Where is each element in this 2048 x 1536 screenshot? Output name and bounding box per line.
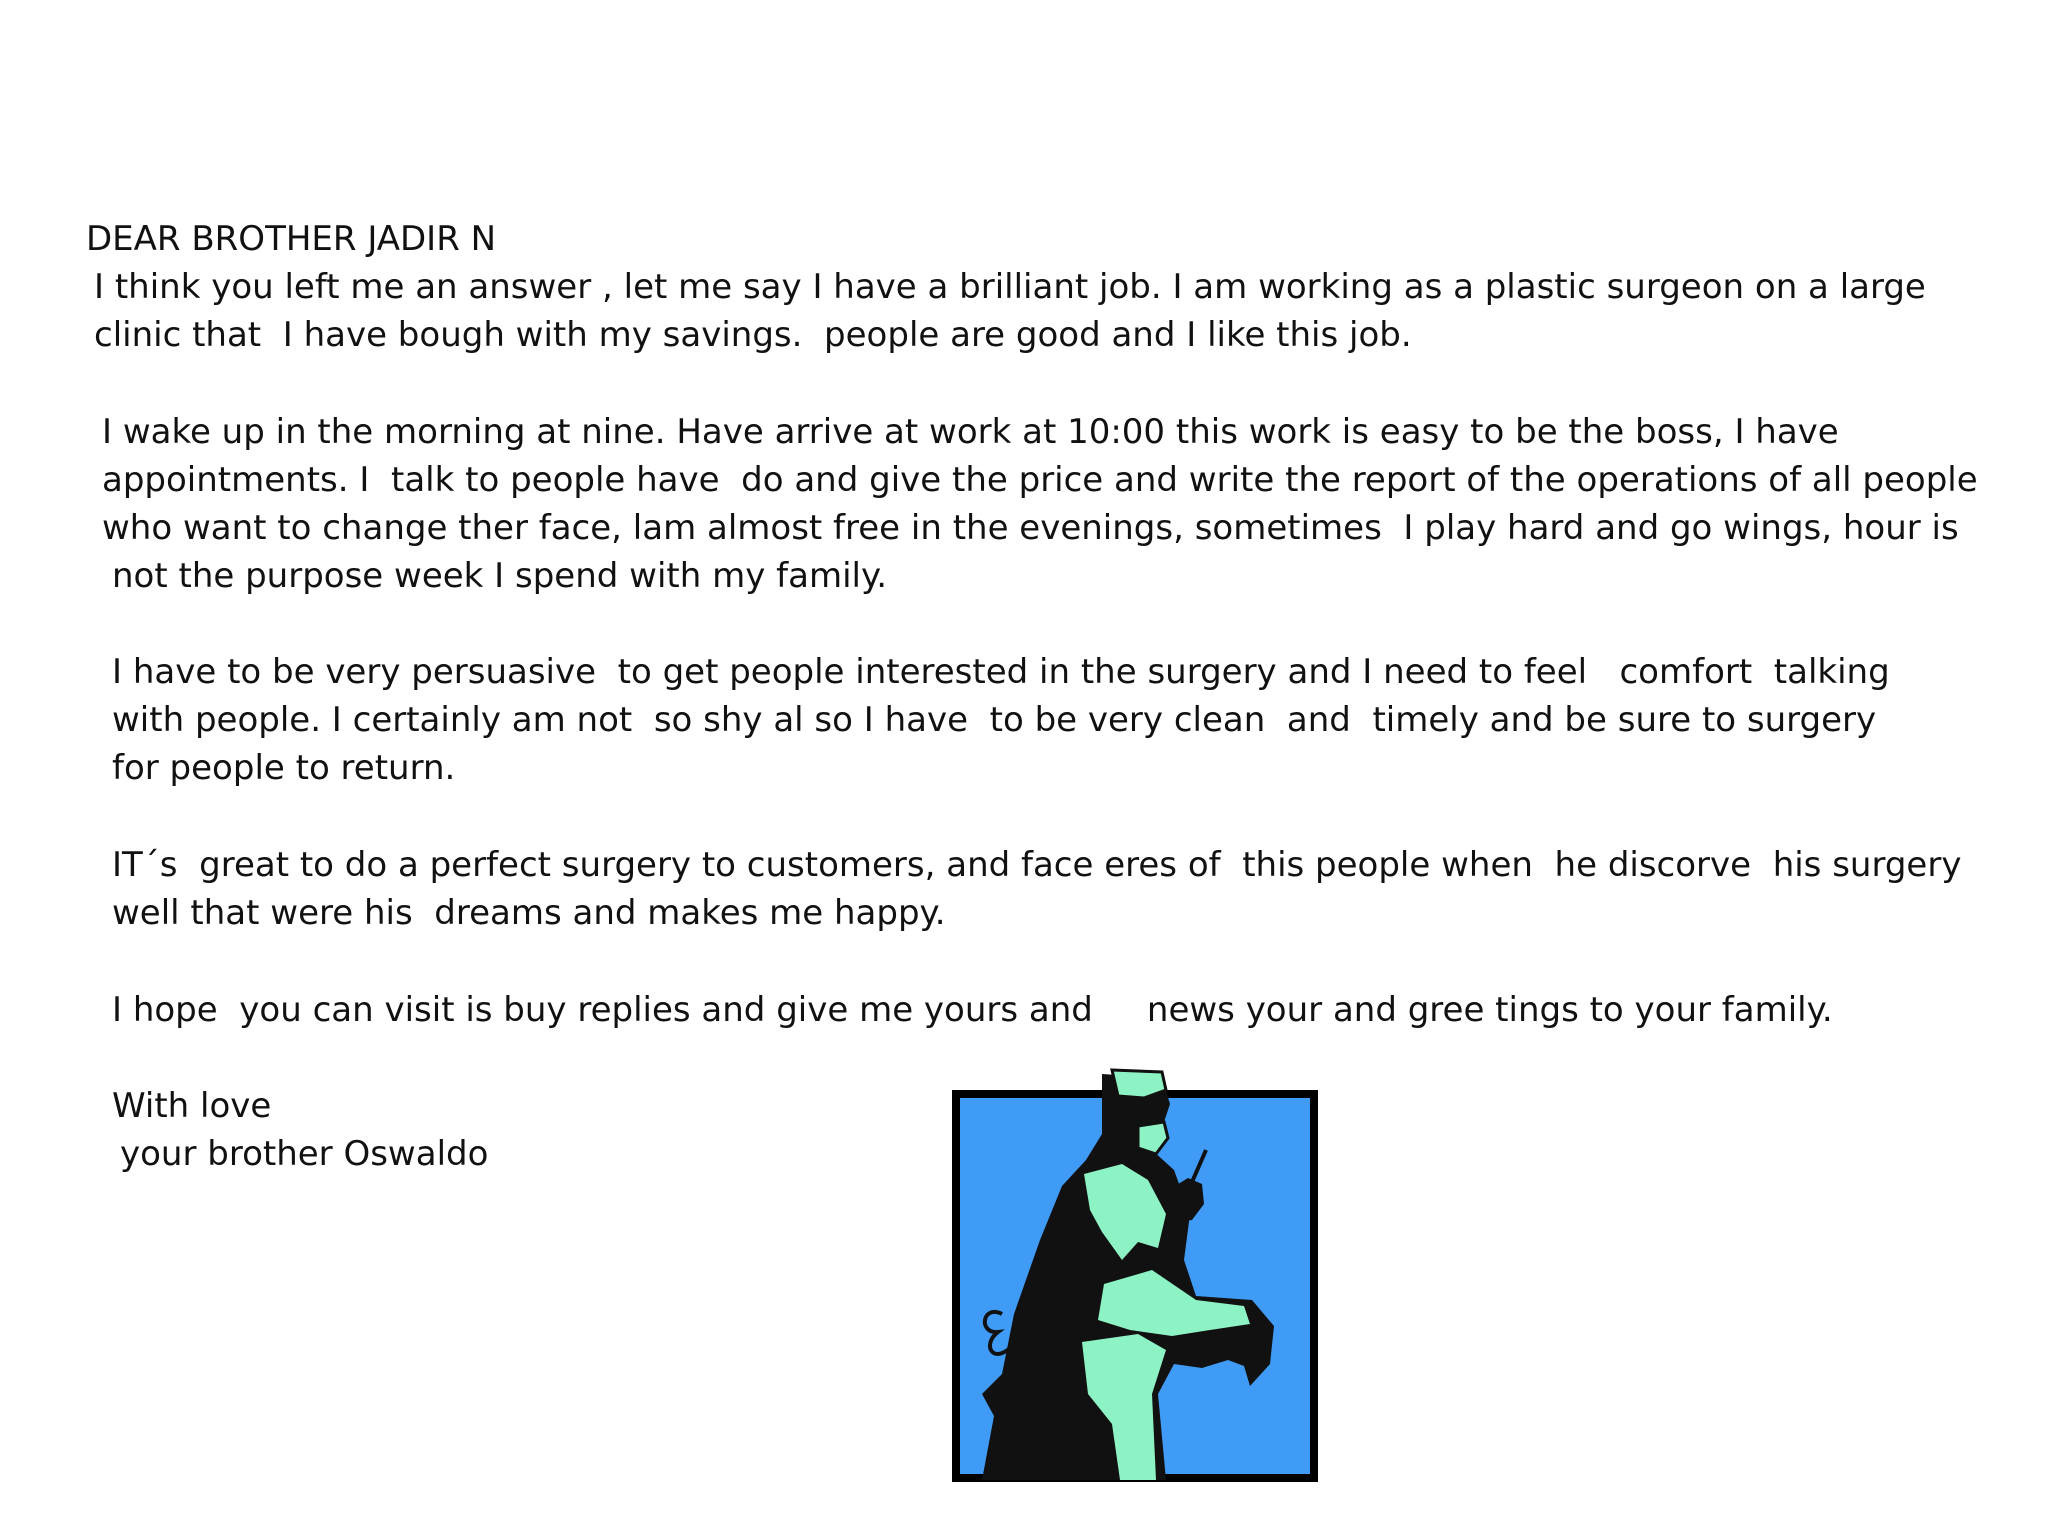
paragraph-2-line-3: who want to change ther face, lam almost free in the evenings, sometimes I play hard and go wings, hour is (102, 508, 1959, 548)
paragraph-4-line-2: well that were his dreams and makes me happy. (112, 893, 946, 933)
paragraph-3-line-1: I have to be very persuasive to get people interested in the surgery and I need to feel comfort talking (112, 652, 1890, 692)
paragraph-2-line-4: not the purpose week I spend with my family. (112, 556, 888, 596)
letter-greeting: DEAR BROTHER JADIR N (86, 219, 497, 259)
paragraph-5-line-1: I hope you can visit is buy replies and give me yours and news your and gree tings to your family. (112, 990, 1833, 1030)
paragraph-1-line-2: clinic that I have bough with my savings. people are good and I like this job. (94, 315, 1412, 355)
paragraph-1-line-1: I think you left me an answer , let me say I have a brilliant job. I am working as a plastic surgeon on a large (94, 267, 1926, 307)
surgeon-clipart-icon (952, 1064, 1318, 1482)
surgeon-cap (1112, 1070, 1166, 1098)
paragraph-3-line-3: for people to return. (112, 748, 456, 788)
paragraph-2-line-1: I wake up in the morning at nine. Have arrive at work at 10:00 this work is easy to be the boss, I have (102, 412, 1839, 452)
paragraph-3-line-2: with people. I certainly am not so shy al so I have to be very clean and timely and be sure to surgery (112, 700, 1877, 740)
letter-signature: your brother Oswaldo (120, 1134, 489, 1174)
paragraph-2-line-2: appointments. I talk to people have do and give the price and write the report of the operations of all people (102, 460, 1978, 500)
letter-closing: With love (112, 1086, 272, 1126)
paragraph-4-line-1: IT´s great to do a perfect surgery to customers, and face eres of this people when he discorve his surgery (112, 845, 1962, 885)
